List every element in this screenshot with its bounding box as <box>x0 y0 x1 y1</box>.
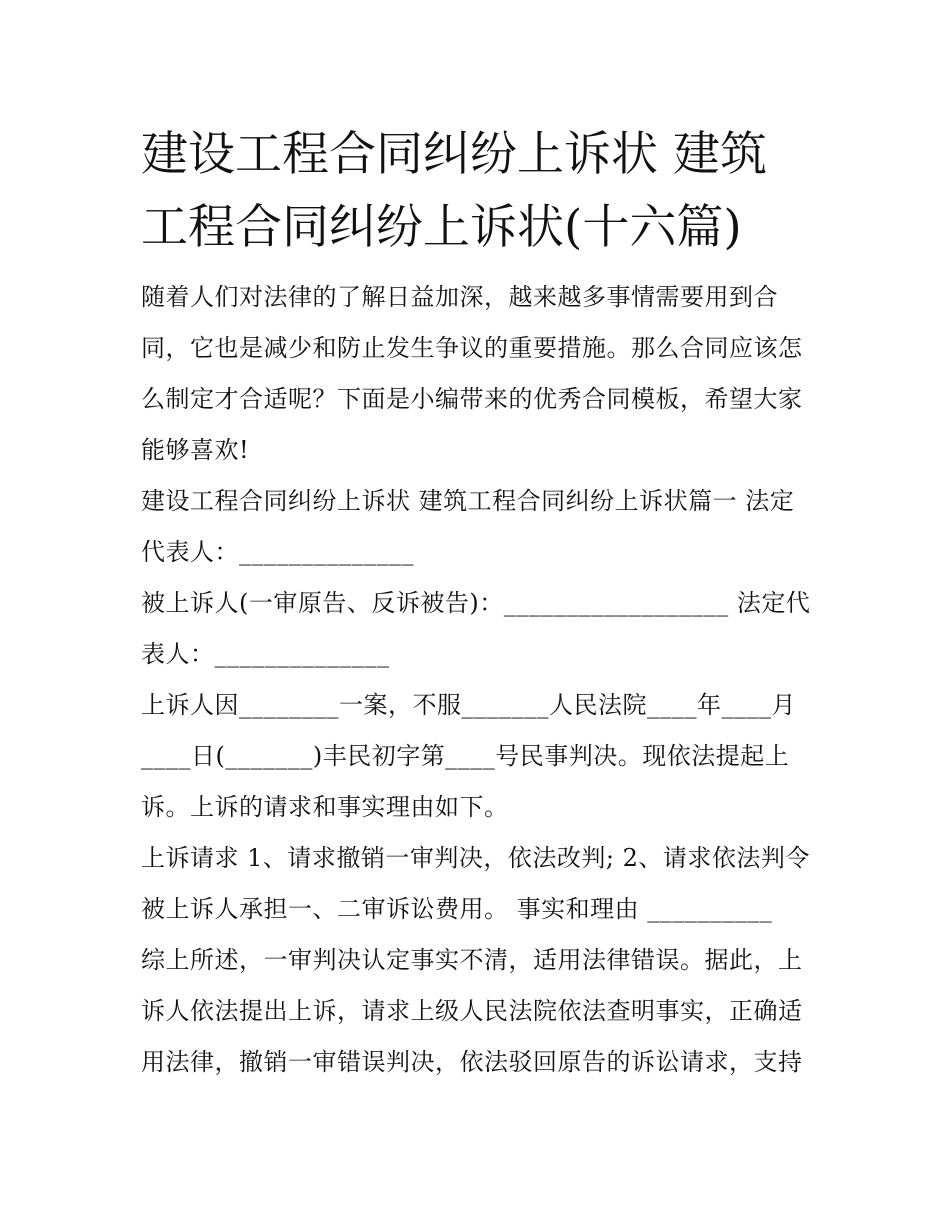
appeal-reason-paragraph: 上诉人因________一案，不服_______人民法院____年____月 ____日(_______)丰民初字第____号民事判决。现依法提起上 诉。上诉的请求和事实理由如下。 <box>141 691 796 821</box>
intro-paragraph: 随着人们对法律的了解日益加深，越来越多事情需要用到合 同，它也是减少和防止发生争议的重要措施。那么合同应该怎 么制定才合适呢？下面是小编带来的优秀合同模板，希望大家 能够喜欢! <box>141 283 803 464</box>
appeal-request-paragraph: 上诉请求 1、请求撤销一审判决，依法改判; 2、请求依法判令 被上诉人承担一、二审诉讼费用。 事实和理由 __________ <box>141 844 810 923</box>
document-body <box>141 118 821 1088</box>
conclusion-paragraph: 综上所述，一审判决认定事实不清，适用法律错误。据此，上 诉人依法提出上诉，请求上级人民法院依法查明事实，正确适 用法律，撤销一审错误判决，依法驳回原告的诉讼请求，支持 <box>141 946 803 1076</box>
appellee-paragraph: 被上诉人(一审原告、反诉被告)：__________________ 法定代 表人：______________ <box>141 589 811 668</box>
document-title: 建设工程合同纠纷上诉状 建筑 工程合同纠纷上诉状(十六篇) <box>141 127 767 255</box>
section-heading-paragraph: 建设工程合同纠纷上诉状 建筑工程合同纠纷上诉状篇一 法定 代表人：______________ <box>141 487 795 566</box>
